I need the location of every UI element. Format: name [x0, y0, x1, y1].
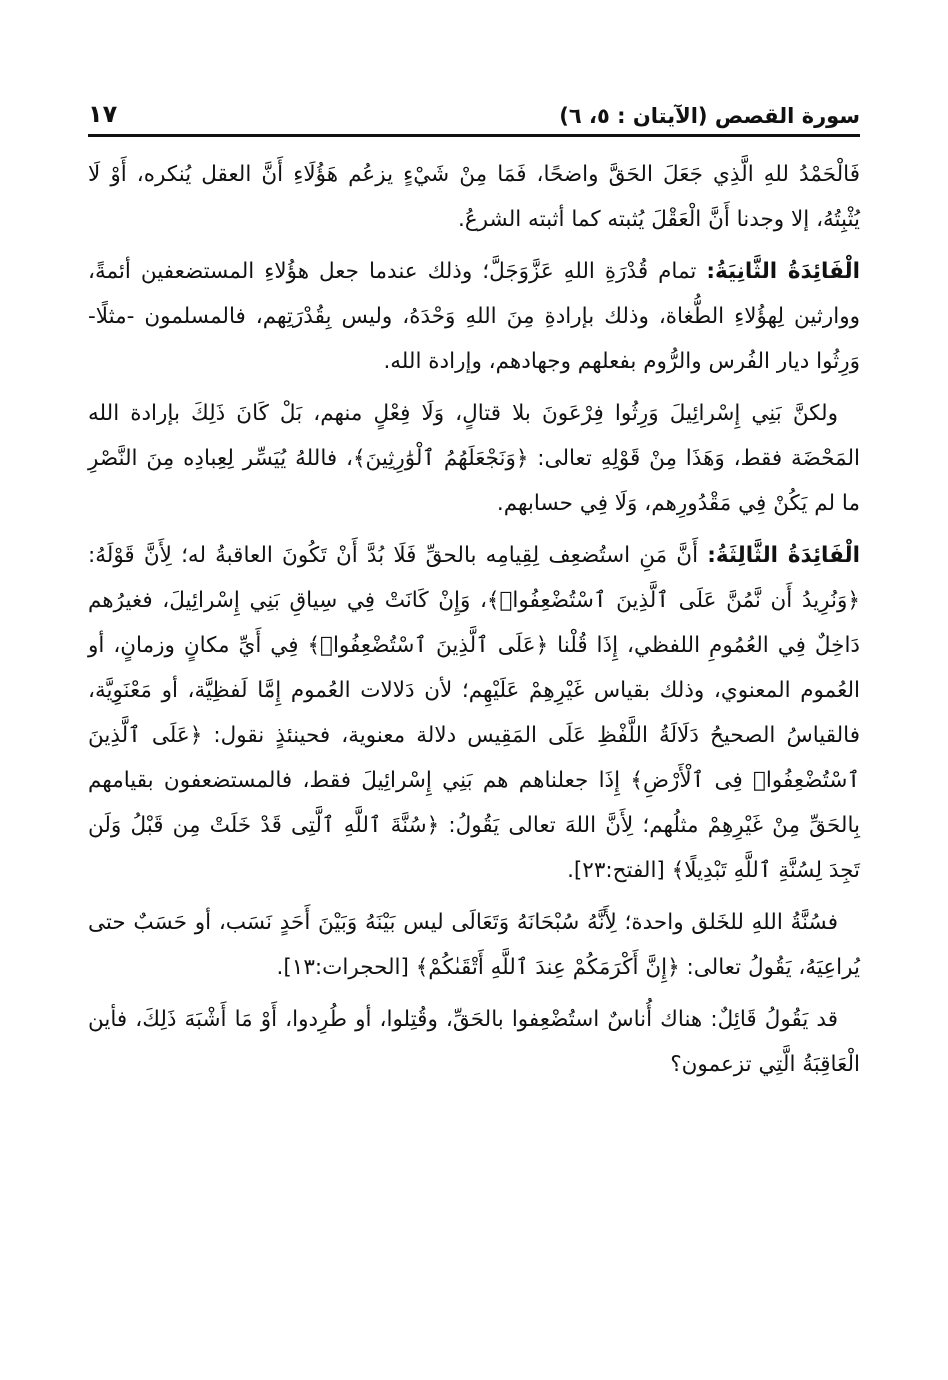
- page-header: [88, 88, 860, 137]
- running-title: سورة القصص (الآيتان : ٥، ٦): [559, 104, 860, 128]
- body-text: [88, 152, 860, 1094]
- paragraph: [88, 152, 860, 242]
- paragraph-text: ولكنَّ بَنِي إِسْرائِيلَ وَرِثُوا فِرْعَونَ بلا قتالٍ، وَلَا فِعْلٍ منهم، بَلْ كَانَ ذَلِكَ بإرادة الله المَحْضَة فقط، وَهَذَا مِنْ قَوْلِهِ تعالى: ﴿وَنَجْعَلَهُمُ ٱلْوَٰرِثِينَ﴾، فاللهُ يُيَسِّر لِعِبادِه مِنَ النَّصْرِ ما لم يَكُنْ فِي مَقْدُورِهم، وَلَا فِي حسابهم.: [88, 401, 860, 516]
- paragraph-text: قد يَقُولُ قَائِلٌ: هناك أُناسٌ استُضْعِفوا بالحَقِّ، وقُتِلوا، أو طُرِدوا، أَوْ مَا أَشْبَهَ ذَلِكَ، فأين الْعَاقِبَةُ الَّتِي تزعمون؟: [88, 1007, 860, 1077]
- paragraph-label: الْفَائِدَةُ الثَّانِيَةُ:: [706, 259, 860, 284]
- paragraph: [88, 997, 860, 1087]
- page-number: ١٧: [88, 100, 118, 128]
- paragraph-label: الْفَائِدَةُ الثَّالِثَةُ:: [707, 543, 861, 568]
- paragraph: [88, 391, 860, 526]
- paragraph: [88, 900, 860, 990]
- paragraph-text: فَالْحَمْدُ للهِ الَّذِي جَعَلَ الحَقَّ واضحًا، فَمَا مِنْ شَيْءٍ يزعُم هَؤُلَاءِ أَنَّ العقل يُنكره، أَوْ لَا يُثْبِتُهُ، إلا وجدنا أَنَّ الْعَقْلَ يُثبته كما أثبته الشرعُ.: [88, 162, 860, 232]
- paragraph: [88, 249, 860, 384]
- paragraph: [88, 533, 860, 893]
- paragraph-text: أَنَّ مَنِ استُضعِف لِقِيامِه بالحقِّ فَلَا بُدَّ أَنْ تَكُونَ العاقبةُ له؛ لِأَنَّ قَوْلَهُ: ﴿وَنُرِيدُ أَن نَّمُنَّ عَلَى ٱلَّذِينَ ٱسْتُضْعِفُوا۟﴾، وَإِنْ كَانَتْ فِي سِياقِ بَنِي إِسْرائِيلَ، فغيرُهم دَاخِلٌ فِي العُمُومِ اللفظي، إِذَا قُلْنا ﴿عَلَى ٱلَّذِينَ ٱسْتُضْعِفُوا۟﴾ فِي أَيِّ مكانٍ وزمانٍ، أو العُموم المعنوي، وذلك بقياس غَيْرِهِمْ عَلَيْهِم؛ لأن دَلالات العُموم إِمَّا لَفظِيَّة، أو مَعْنَوِيَّة، فالقياسُ الصحيحُ دَلَالَةُ اللَّفْظِ عَلَى المَقِيس دلالة معنوية، فحينئذٍ نقول: ﴿عَلَى ٱلَّذِينَ ٱسْتُضْعِفُوا۟ فِى ٱلْأَرْضِ﴾ إِذَا جعلناهم هم بَنِي إِسْرائِيلَ فقط، فالمستضعفون بقيامهم بِالحَقِّ مِنْ غَيْرِهِمْ مثلُهم؛ لِأَنَّ اللهَ تعالى يَقُولُ: ﴿سُنَّةَ ٱللَّهِ ٱلَّتِى قَدْ خَلَتْ مِن قَبْلُ وَلَن تَجِدَ لِسُنَّةِ ٱللَّهِ تَبْدِيلًا﴾ [الفتح:٢٣].: [88, 543, 860, 883]
- paragraph-text: تمام قُدْرَةِ اللهِ عَزَّوَجَلَّ؛ وذلك عندما جعل هؤُلاءِ المستضعفين أئمةً، ووارثين لِهؤُلاءِ الطُّغاة، وذلك بإرادةِ مِنَ اللهِ وَحْدَهُ، وليس بِقُدْرَتِهم، فالمسلمون -مثلًا- وَرِثُوا ديار الفُرس والرُّوم بفعلهم وجهادهم، وإرادة الله.: [88, 259, 860, 374]
- paragraph-text: فسُنَّةُ اللهِ للخَلق واحدة؛ لِأَنَّهُ سُبْحَانَهُ وَتَعَالَى ليس بَيْنَهُ وَبَيْنَ أَحَدٍ نَسَب، أو حَسَبٌ حتى يُراعِيَهُ، يَقُولُ تعالى: ﴿إِنَّ أَكْرَمَكُمْ عِندَ ٱللَّهِ أَتْقَىٰكُمْ﴾ [الحجرات:١٣].: [88, 910, 860, 980]
